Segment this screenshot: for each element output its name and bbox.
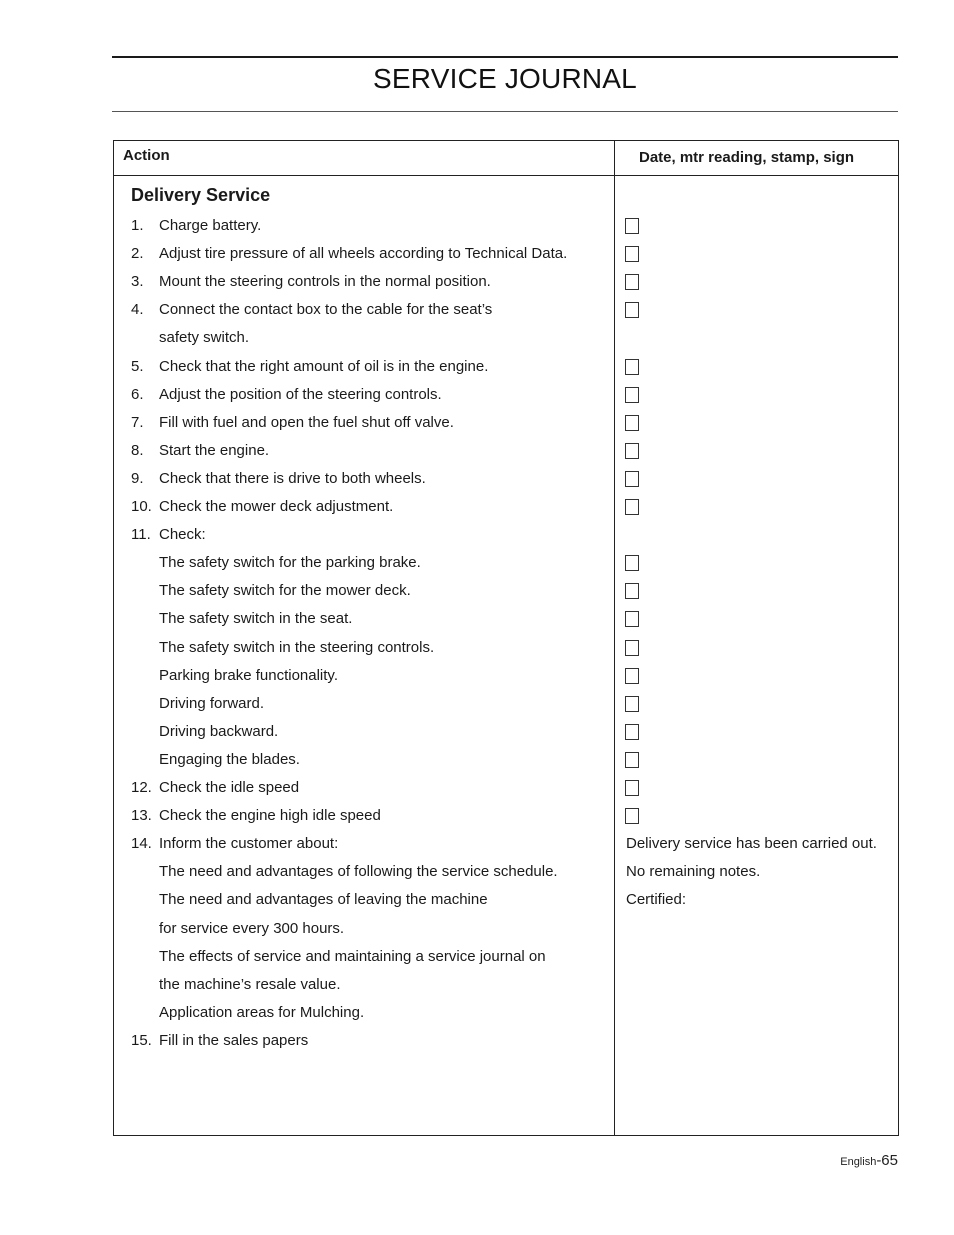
certification-note: Delivery service has been carried out. [626, 835, 877, 853]
item-text: Start the engine. [159, 441, 270, 459]
list-item [114, 751, 614, 779]
checkbox[interactable] [625, 583, 639, 599]
checkbox[interactable] [625, 780, 639, 796]
item-number: 6. [131, 385, 144, 403]
item-text: The safety switch in the seat. [159, 610, 353, 628]
list-item [114, 358, 614, 386]
checkbox[interactable] [625, 640, 639, 656]
item-text: Adjust the position of the steering controls. [159, 385, 442, 403]
checkbox[interactable] [625, 415, 639, 431]
item-text: Driving forward. [159, 694, 265, 712]
item-number: 1. [131, 217, 144, 234]
footer-language: English [840, 1156, 877, 1168]
list-item [114, 639, 614, 667]
item-text: the machine’s resale value. [159, 975, 341, 993]
page-title: SERVICE JOURNAL [373, 63, 637, 94]
page-number: -65 [876, 1152, 898, 1169]
checkbox[interactable] [625, 499, 639, 515]
list-item [114, 948, 614, 976]
list-item [114, 891, 614, 919]
list-item [114, 329, 614, 357]
item-text: Adjust tire pressure of all wheels according to Technical Data. [159, 245, 568, 263]
column-divider [614, 141, 615, 1135]
item-text: safety switch. [159, 329, 250, 347]
column-header-action: Action [123, 147, 170, 164]
list-item [114, 217, 614, 245]
certification-note: No remaining notes. [626, 863, 761, 881]
item-number: 3. [131, 273, 144, 291]
item-number: 8. [131, 441, 144, 459]
item-text: The need and advantages of following the service schedule. [159, 863, 558, 881]
item-text: Mount the steering controls in the normal position. [159, 273, 491, 291]
service-journal-table [113, 140, 899, 1136]
list-item [114, 554, 614, 582]
list-item [114, 582, 614, 610]
checkbox[interactable] [625, 302, 639, 318]
list-item [114, 976, 614, 1004]
checkbox[interactable] [625, 808, 639, 824]
item-number: 11. [131, 526, 151, 544]
list-item [114, 245, 614, 273]
checkbox[interactable] [625, 696, 639, 712]
item-number: 4. [131, 301, 144, 319]
list-item [114, 498, 614, 526]
item-text: Check that the right amount of oil is in the engine. [159, 357, 489, 375]
column-header-date: Date, mtr reading, stamp, sign [639, 149, 855, 166]
list-item [114, 301, 614, 329]
checkbox[interactable] [625, 443, 639, 459]
list-item [114, 610, 614, 638]
item-text: Charge battery. [159, 217, 262, 234]
item-text: The safety switch for the mower deck. [159, 582, 411, 600]
checkbox[interactable] [625, 752, 639, 768]
list-item [114, 863, 614, 891]
list-item [114, 835, 614, 863]
item-text: The effects of service and maintaining a service journal on [159, 947, 546, 965]
certification-note: Certified: [626, 891, 687, 909]
item-number: 5. [131, 357, 144, 375]
list-item [114, 779, 614, 807]
item-text: Check: [159, 526, 206, 544]
list-item [114, 1032, 614, 1060]
item-text: Fill with fuel and open the fuel shut off valve. [159, 413, 454, 431]
list-item [114, 723, 614, 751]
item-text: Application areas for Mulching. [159, 1003, 365, 1021]
checkbox[interactable] [625, 359, 639, 375]
list-item [114, 470, 614, 498]
list-item [114, 386, 614, 414]
page-footer [780, 1152, 898, 1170]
list-item [114, 695, 614, 723]
item-number: 13. [131, 807, 152, 825]
item-text: Check the engine high idle speed [159, 807, 381, 825]
list-item [114, 807, 614, 835]
item-text: The safety switch in the steering controls. [159, 638, 435, 656]
section-title: Delivery Service [131, 185, 271, 205]
checkbox[interactable] [625, 246, 639, 262]
checkbox[interactable] [625, 555, 639, 571]
item-number: 9. [131, 469, 144, 487]
list-item [114, 273, 614, 301]
list-item [114, 667, 614, 695]
item-number: 15. [131, 1031, 152, 1049]
item-number: 12. [131, 779, 152, 796]
header-divider [114, 175, 898, 176]
item-text: The need and advantages of leaving the machine [159, 891, 488, 909]
checkbox[interactable] [625, 218, 639, 234]
item-text: Inform the customer about: [159, 835, 339, 853]
checkbox[interactable] [625, 668, 639, 684]
item-text: Check the mower deck adjustment. [159, 498, 394, 515]
top-rule [112, 56, 898, 58]
item-text: Engaging the blades. [159, 750, 300, 768]
item-number: 2. [131, 245, 144, 263]
item-text: Check that there is drive to both wheels. [159, 469, 426, 487]
item-text: The safety switch for the parking brake. [159, 554, 421, 572]
checkbox[interactable] [625, 471, 639, 487]
item-number: 7. [131, 413, 144, 431]
checkbox[interactable] [625, 611, 639, 627]
item-text: Check the idle speed [159, 779, 300, 796]
item-number: 14. [131, 835, 152, 853]
list-item [114, 414, 614, 442]
checkbox[interactable] [625, 274, 639, 290]
item-text: Parking brake functionality. [159, 666, 338, 684]
item-text: Fill in the sales papers [159, 1031, 309, 1049]
item-text: Driving backward. [159, 722, 279, 740]
list-item [114, 442, 614, 470]
checkbox[interactable] [625, 387, 639, 403]
list-item [114, 526, 614, 554]
item-text: Connect the contact box to the cable for the seat’s [159, 301, 493, 319]
item-number: 10. [131, 498, 152, 515]
checkbox[interactable] [625, 724, 639, 740]
list-item [114, 920, 614, 948]
item-text: for service every 300 hours. [159, 919, 345, 937]
title-underline [112, 111, 898, 112]
list-item [114, 1004, 614, 1032]
